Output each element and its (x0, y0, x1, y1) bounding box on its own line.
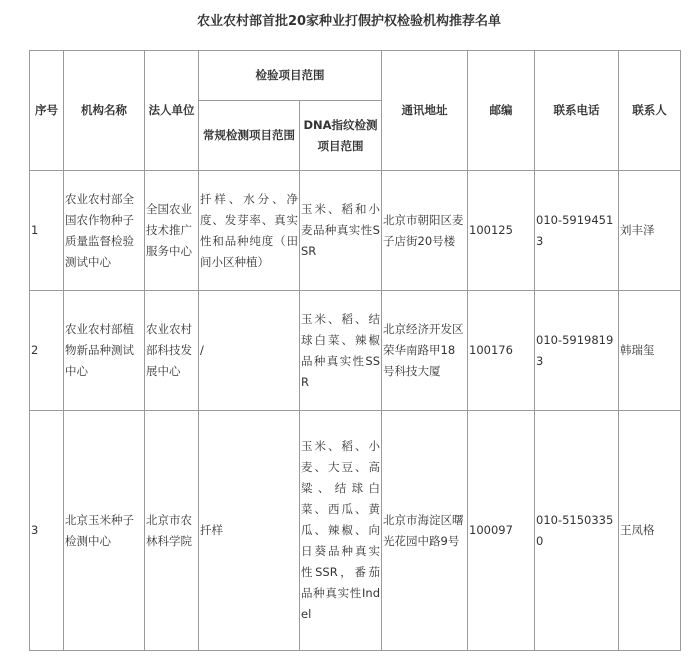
header-legal: 法人单位 (145, 51, 199, 171)
cell-seq: 1 (30, 171, 64, 291)
recommendation-table (29, 50, 681, 651)
cell-org: 北京玉米种子检测中心 (64, 411, 145, 651)
header-phone: 联系电话 (535, 51, 619, 171)
cell-contact: 王凤格 (619, 411, 681, 651)
cell-routine: / (199, 291, 300, 411)
cell-org: 农业农村部植物新品种测试中心 (64, 291, 145, 411)
cell-legal: 北京市农林科学院 (145, 411, 199, 651)
header-dna: DNA指纹检测项目范围 (300, 101, 382, 171)
cell-postcode: 100176 (468, 291, 535, 411)
cell-dna: 玉米、稻、小麦、大豆、高粱、结球白菜、西瓜、黄瓜、辣椒、向日葵品种真实性SSR，番茄品种真实性Indel (300, 411, 382, 651)
cell-contact: 韩瑞玺 (619, 291, 681, 411)
header-seq: 序号 (30, 51, 64, 171)
cell-dna: 玉米、稻、结球白菜、辣椒品种真实性SSR (300, 291, 382, 411)
cell-address: 北京经济开发区荣华南路甲18号科技大厦 (382, 291, 468, 411)
cell-org: 农业农村部全国农作物种子质量监督检验测试中心 (64, 171, 145, 291)
cell-routine: 扦样、水分、净度、发芽率、真实性和品种纯度（田间小区种植） (199, 171, 300, 291)
table-row (30, 291, 681, 411)
header-address: 通讯地址 (382, 51, 468, 171)
cell-seq: 2 (30, 291, 64, 411)
header-postcode: 邮编 (468, 51, 535, 171)
cell-phone: 010-59194513 (535, 171, 619, 291)
cell-address: 北京市海淀区曙光花园中路9号 (382, 411, 468, 651)
header-routine: 常规检测项目范围 (199, 101, 300, 171)
cell-legal: 全国农业技术推广服务中心 (145, 171, 199, 291)
table-row (30, 171, 681, 291)
cell-address: 北京市朝阳区麦子店街20号楼 (382, 171, 468, 291)
header-contact: 联系人 (619, 51, 681, 171)
header-org: 机构名称 (64, 51, 145, 171)
cell-routine: 扦样 (199, 411, 300, 651)
cell-phone: 010-51503350 (535, 411, 619, 651)
table-row (30, 411, 681, 651)
cell-dna: 玉米、稻和小麦品种真实性SSR (300, 171, 382, 291)
cell-phone: 010-59198193 (535, 291, 619, 411)
cell-seq: 3 (30, 411, 64, 651)
header-scope: 检验项目范围 (199, 51, 382, 101)
cell-contact: 刘丰泽 (619, 171, 681, 291)
header-row-1 (30, 51, 681, 101)
cell-legal: 农业农村部科技发展中心 (145, 291, 199, 411)
page-title: 农业农村部首批20家种业打假护权检验机构推荐名单 (196, 14, 502, 29)
cell-postcode: 100125 (468, 171, 535, 291)
cell-postcode: 100097 (468, 411, 535, 651)
